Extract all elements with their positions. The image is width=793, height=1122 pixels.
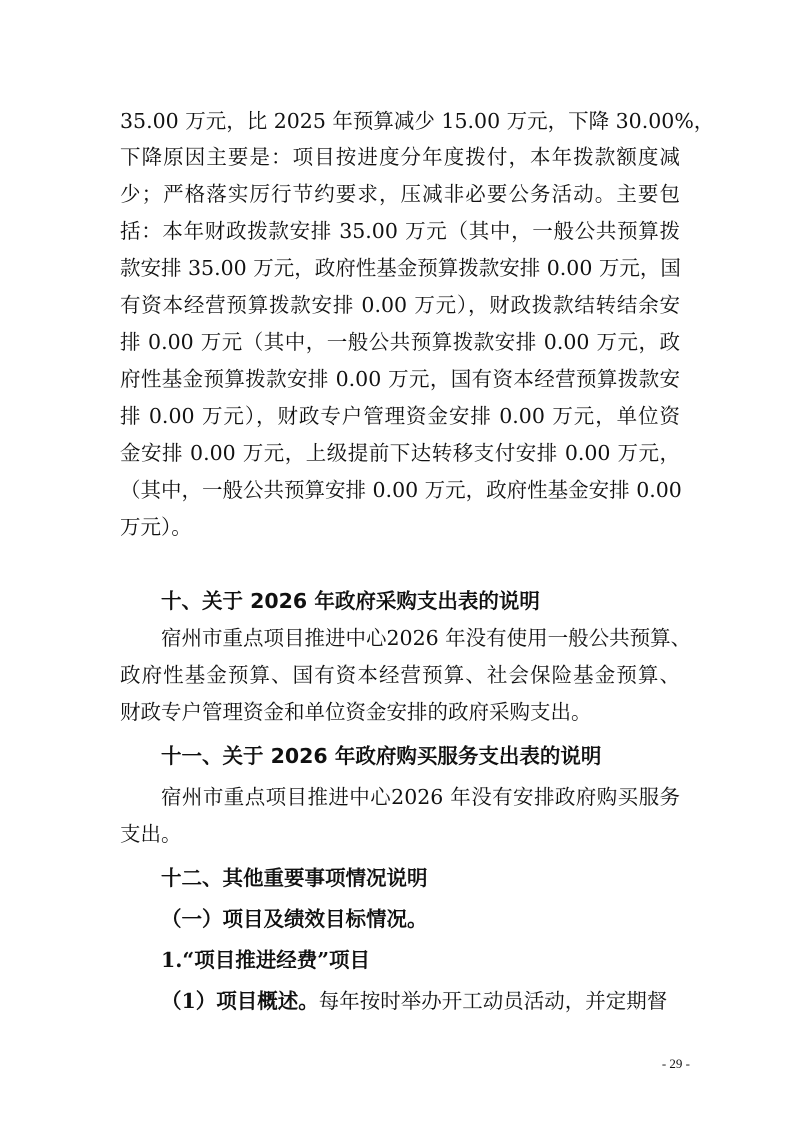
- overview-text: 每年按时举办开工动员活动，并定期督: [318, 989, 668, 1013]
- subsection-heading: （一）项目及绩效目标情况。: [161, 907, 428, 931]
- body-line: 排 0.00 万元（其中，一般公共预算拨款安排 0.00 万元，政: [120, 330, 680, 354]
- body-line: 万元）。: [120, 515, 192, 539]
- body-line: 支出。: [120, 822, 182, 846]
- body-line: 35.00 万元，比 2025 年预算减少 15.00 万元，下降 30.00%，: [120, 109, 715, 133]
- body-line: 财政专户管理资金和单位资金安排的政府采购支出。: [120, 700, 592, 724]
- overview-label: （1）项目概述。: [161, 989, 319, 1013]
- overview-line: [161, 984, 680, 1018]
- body-line: （其中，一般公共预算安排 0.00 万元，政府性基金安排 0.00: [120, 478, 682, 502]
- body-line: 政府性基金预算、国有资本经营预算、社会保险基金预算、: [120, 663, 680, 687]
- page-number: - 29 -: [661, 1056, 690, 1071]
- section-heading-12: 十二、其他重要事项情况说明: [161, 866, 428, 890]
- section-heading-10: 十、关于 2026 年政府采购支出表的说明: [161, 589, 540, 613]
- body-line: 款安排 35.00 万元，政府性基金预算拨款安排 0.00 万元，国: [120, 256, 681, 280]
- body-line: 少；严格落实厉行节约要求，压减非必要公务活动。主要包: [120, 182, 680, 206]
- body-line: 排 0.00 万元），财政专户管理资金安排 0.00 万元，单位资: [120, 404, 680, 428]
- body-line: 府性基金预算拨款安排 0.00 万元，国有资本经营预算拨款安: [120, 367, 680, 391]
- item-heading: 1.“项目推进经费”项目: [161, 948, 370, 972]
- body-line: 下降原因主要是：项目按进度分年度拨付，本年拨款额度减: [120, 145, 680, 169]
- body-line: 有资本经营预算拨款安排 0.00 万元），财政拨款结转结余安: [120, 293, 680, 317]
- body-line: 宿州市重点项目推进中心2026 年没有安排政府购买服务: [161, 785, 680, 809]
- body-line: 括：本年财政拨款安排 35.00 万元（其中，一般公共预算拨: [120, 219, 680, 243]
- body-line: 宿州市重点项目推进中心2026 年没有使用一般公共预算、: [161, 626, 692, 650]
- body-line: 金安排 0.00 万元，上级提前下达转移支付安排 0.00 万元，: [120, 441, 680, 465]
- section-heading-11: 十一、关于 2026 年政府购买服务支出表的说明: [161, 744, 602, 768]
